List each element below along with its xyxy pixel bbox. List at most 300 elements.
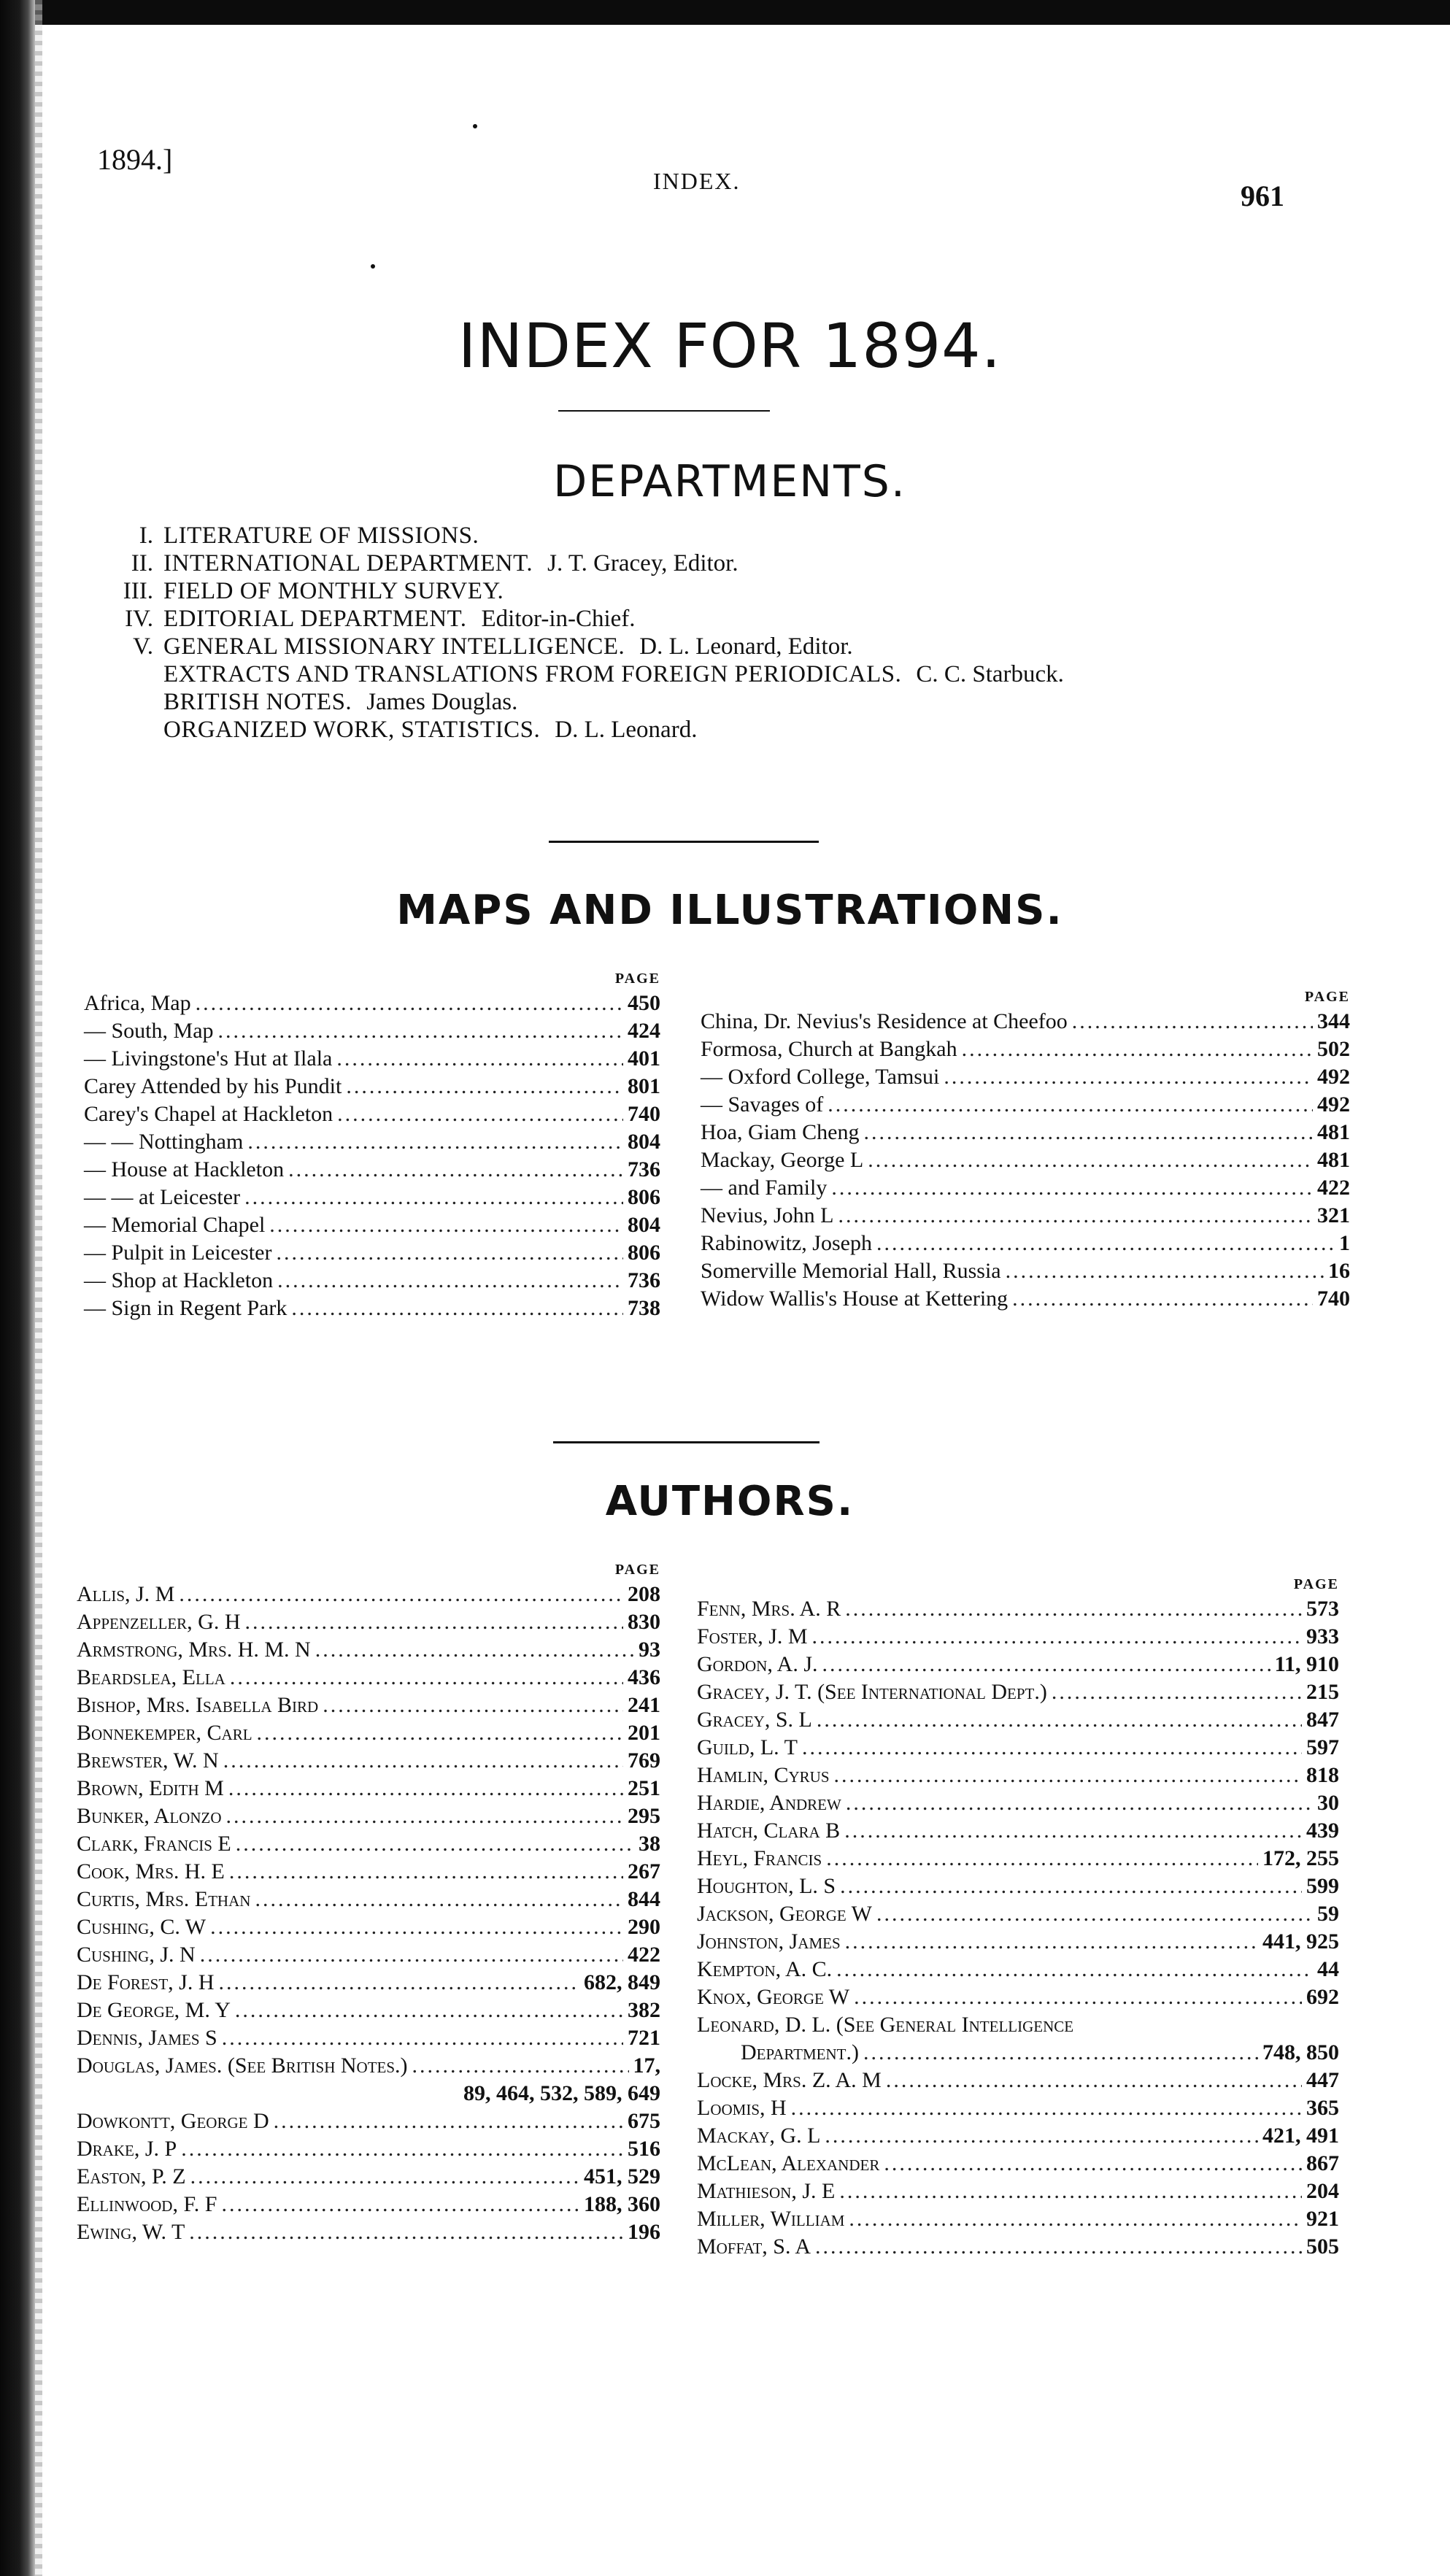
department-editor: James Douglas.: [366, 689, 518, 715]
entry-name: Clark, Francis E: [77, 1832, 231, 1856]
leader-dots: [791, 2094, 1302, 2122]
entry-page: 769: [628, 1748, 660, 1773]
index-entry: [697, 1873, 1339, 1900]
leader-dots: [257, 1719, 623, 1747]
entry-page: 573: [1306, 1597, 1339, 1621]
leader-dots: [836, 1956, 1313, 1983]
entry-page: 738: [628, 1296, 660, 1320]
page-column-label: PAGE: [1304, 989, 1350, 1005]
leader-dots: [1052, 1678, 1302, 1706]
index-entry: [701, 1063, 1350, 1091]
entry-page: 597: [1306, 1735, 1339, 1759]
index-entry: [697, 2094, 1339, 2122]
entry-page: 721: [628, 2026, 660, 2050]
department-item: [73, 688, 1064, 716]
entry-page: 17,: [633, 2054, 660, 2078]
entry-page: 295: [628, 1804, 660, 1828]
entry-page: 516: [628, 2137, 660, 2161]
entry-page: 59: [1317, 1902, 1339, 1926]
index-entry: [701, 1008, 1350, 1036]
entry-page: 736: [628, 1268, 660, 1292]
index-entry: [84, 1073, 660, 1100]
entry-name: Bishop, Mrs. Isabella Bird: [77, 1693, 319, 1717]
entry-name: Beardslea, Ella: [77, 1665, 225, 1689]
entry-name: Leonard, D. L. (See General Intelligence: [697, 2013, 1074, 2037]
department-name: INTERNATIONAL DEPARTMENT.: [163, 550, 533, 576]
leader-dots: [323, 1692, 623, 1719]
leader-dots: [838, 1202, 1314, 1230]
section-divider: [549, 841, 819, 843]
entry-page: 736: [628, 1157, 660, 1181]
entry-name: Formosa, Church at Bangkah: [701, 1037, 957, 1061]
leader-dots: [200, 1941, 623, 1969]
leader-dots: [221, 2191, 579, 2218]
leader-dots: [802, 1734, 1302, 1762]
entry-name: Gracey, J. T. (See International Dept.): [697, 1680, 1047, 1704]
entry-name: — Memorial Chapel: [84, 1213, 266, 1237]
index-entry: [701, 1091, 1350, 1119]
entry-page: 502: [1317, 1037, 1350, 1061]
section-divider: [553, 1441, 820, 1443]
index-entry: [77, 1775, 660, 1802]
entry-page: 481: [1317, 1148, 1350, 1172]
leader-dots: [845, 1928, 1258, 1956]
entry-page: 16: [1328, 1259, 1350, 1283]
index-entry: [84, 1295, 660, 1322]
index-entry: [697, 1595, 1339, 1623]
entry-name: Gracey, S. L: [697, 1708, 812, 1732]
entry-name: — Pulpit in Leicester: [84, 1241, 272, 1265]
leader-dots: [223, 1747, 623, 1775]
leader-dots: [276, 1239, 623, 1267]
entry-name: Dennis, James S: [77, 2026, 217, 2050]
index-entry: [697, 1623, 1339, 1651]
entry-name: Carey's Chapel at Hackleton: [84, 1102, 333, 1126]
index-entry: [697, 1817, 1339, 1845]
index-entry: [77, 2135, 660, 2163]
department-item: [73, 577, 1064, 605]
index-entry: [77, 1581, 660, 1608]
leader-dots: [274, 2108, 623, 2135]
leader-dots: [868, 1146, 1313, 1174]
leader-dots: [854, 1983, 1302, 2011]
entry-name: Easton, P. Z: [77, 2164, 186, 2189]
leader-dots: [228, 1775, 623, 1802]
entry-page: 818: [1306, 1763, 1339, 1787]
entry-page: 933: [1306, 1624, 1339, 1648]
leader-dots: [190, 2163, 579, 2191]
leader-dots: [1012, 1285, 1313, 1313]
authors-column-right: [697, 1576, 1339, 2261]
entry-name: Nevius, John L: [701, 1203, 834, 1227]
index-entry: [84, 990, 660, 1017]
department-name: ORGANIZED WORK, STATISTICS.: [163, 717, 541, 743]
entry-name: Widow Wallis's House at Kettering: [701, 1287, 1009, 1311]
entry-page: 421, 491: [1262, 2124, 1339, 2148]
entry-name: Locke, Mrs. Z. A. M: [697, 2068, 882, 2092]
entry-page: 11, 910: [1274, 1652, 1339, 1676]
entry-name: Bunker, Alonzo: [77, 1804, 222, 1828]
entry-page: 740: [628, 1102, 660, 1126]
leader-dots: [826, 1845, 1258, 1873]
index-entry: [697, 1956, 1339, 1983]
index-entry: [77, 1913, 660, 1941]
entry-name: Heyl, Francis: [697, 1846, 822, 1870]
entry-name: Armstrong, Mrs. H. M. N: [77, 1638, 311, 1662]
leader-dots: [346, 1073, 623, 1100]
entry-page: 847: [1306, 1708, 1339, 1732]
index-entry: [697, 2233, 1339, 2261]
entry-name: Allis, J. M: [77, 1582, 175, 1606]
running-header-title: INDEX.: [653, 168, 741, 194]
index-entry: [701, 1174, 1350, 1202]
entry-page: 204: [1306, 2179, 1339, 2203]
entry-name: Knox, George W: [697, 1985, 850, 2009]
leader-dots: [315, 1636, 634, 1664]
index-entry: [77, 1719, 660, 1747]
index-entry: [77, 1886, 660, 1913]
index-entry: [84, 1156, 660, 1184]
department-item: [73, 605, 1064, 633]
leader-dots: [218, 1017, 623, 1045]
entry-page: 196: [628, 2220, 660, 2244]
leader-dots: [884, 2150, 1302, 2178]
index-entry: [697, 2122, 1339, 2150]
entry-name: Rabinowitz, Joseph: [701, 1231, 872, 1255]
index-entry: [77, 2108, 660, 2135]
index-entry: [697, 2150, 1339, 2178]
entry-page: 365: [1306, 2096, 1339, 2120]
entry-name: Hatch, Clara B: [697, 1819, 841, 1843]
index-entry: [77, 1664, 660, 1692]
entry-name: Foster, J. M: [697, 1624, 808, 1648]
index-entry: [77, 1969, 660, 1997]
entry-page: 422: [628, 1943, 660, 1967]
entry-name: De George, M. Y: [77, 1998, 231, 2022]
entry-name: — House at Hackleton: [84, 1157, 285, 1181]
department-number: IV.: [125, 606, 153, 632]
index-entry: [84, 1211, 660, 1239]
entry-page: 806: [628, 1185, 660, 1209]
index-entry: [77, 1636, 660, 1664]
index-entry: [77, 1941, 660, 1969]
leader-dots: [179, 1581, 623, 1608]
leader-dots: [844, 1817, 1302, 1845]
entry-name: Cushing, C. W: [77, 1915, 207, 1939]
index-entry: [77, 1830, 660, 1858]
entry-page: 740: [1317, 1287, 1350, 1311]
authors-column-left: [77, 1562, 660, 2246]
entry-page: 682, 849: [584, 1970, 660, 1994]
entry-name: Miller, William: [697, 2207, 845, 2231]
entry-name: Hardie, Andrew: [697, 1791, 841, 1815]
index-entry: [77, 1747, 660, 1775]
entry-page: 806: [628, 1241, 660, 1265]
entry-name: Houghton, L. S: [697, 1874, 836, 1898]
index-entry: [697, 1983, 1339, 2011]
entry-name: — Livingstone's Hut at Ilala: [84, 1046, 333, 1071]
index-entry: [84, 1239, 660, 1267]
entry-name: Brewster, W. N: [77, 1748, 219, 1773]
entry-name: Curtis, Mrs. Ethan: [77, 1887, 251, 1911]
entry-page: 215: [1306, 1680, 1339, 1704]
book-binding-edge: [0, 0, 35, 2576]
title-divider: [558, 410, 770, 412]
department-number: II.: [131, 550, 153, 576]
department-name: EXTRACTS AND TRANSLATIONS FROM FOREIGN PERIODICALS.: [163, 661, 902, 687]
entry-name: Ewing, W. T: [77, 2220, 185, 2244]
index-entry: [697, 1762, 1339, 1789]
entry-name: Brown, Edith M: [77, 1776, 224, 1800]
departments-list: [73, 522, 1064, 744]
entry-name: — South, Map: [84, 1019, 214, 1043]
index-entry: [701, 1257, 1350, 1285]
leader-dots: [244, 1184, 623, 1211]
leader-dots: [839, 2178, 1302, 2205]
leader-dots: [831, 1174, 1313, 1202]
entry-name: Dowkontt, George D: [77, 2109, 269, 2133]
leader-dots: [849, 2205, 1302, 2233]
department-item: [73, 633, 1064, 660]
entry-name: Somerville Memorial Hall, Russia: [701, 1259, 1001, 1283]
leader-dots: [236, 1830, 634, 1858]
index-entry: [77, 1692, 660, 1719]
entry-name: — Savages of: [701, 1092, 824, 1117]
entry-name: — — at Leicester: [84, 1185, 241, 1209]
page-column-label: PAGE: [614, 1562, 660, 1578]
leader-dots: [412, 2052, 629, 2080]
index-entry: [84, 1100, 660, 1128]
entry-name: Africa, Map: [84, 991, 191, 1015]
entry-page: 844: [628, 1887, 660, 1911]
maps-column-left: [84, 971, 660, 1322]
index-entry: [84, 1184, 660, 1211]
entry-name: Johnston, James: [697, 1929, 841, 1954]
entry-page: 436: [628, 1665, 660, 1689]
leader-dots: [863, 2039, 1258, 2067]
department-name: EDITORIAL DEPARTMENT.: [163, 606, 467, 632]
entry-name: — Sign in Regent Park: [84, 1296, 288, 1320]
entry-name: Guild, L. T: [697, 1735, 798, 1759]
leader-dots: [210, 1913, 623, 1941]
department-item: [73, 660, 1064, 688]
page-column-label: PAGE: [1293, 1576, 1339, 1592]
leader-dots: [226, 1802, 623, 1830]
entry-name: Department.): [741, 2040, 859, 2064]
index-entry: [697, 2205, 1339, 2233]
maps-column-right: [701, 989, 1350, 1313]
entry-name: — Shop at Hackleton: [84, 1268, 274, 1292]
department-item: [73, 549, 1064, 577]
authors-heading: AUTHORS.: [605, 1478, 855, 1525]
index-entry: [77, 1858, 660, 1886]
leader-dots: [196, 990, 623, 1017]
index-entry: [697, 1706, 1339, 1734]
entry-page: 93: [639, 1638, 660, 1662]
entry-page: 439: [1306, 1819, 1339, 1843]
entry-page: 801: [628, 1074, 660, 1098]
leader-dots: [269, 1211, 623, 1239]
entry-name: McLean, Alexander: [697, 2151, 880, 2175]
index-entry: [697, 1845, 1339, 1873]
entry-name: Kempton, A. C.: [697, 1957, 833, 1981]
entry-name: Mackay, G. L: [697, 2124, 821, 2148]
leader-dots: [229, 1858, 623, 1886]
leader-dots: [291, 1295, 623, 1322]
entry-page: 290: [628, 1915, 660, 1939]
entry-page: 424: [628, 1019, 660, 1043]
leader-dots: [822, 1651, 1270, 1678]
index-entry: [84, 1267, 660, 1295]
leader-dots: [834, 1762, 1302, 1789]
entry-name: Mathieson, J. E: [697, 2179, 836, 2203]
leader-dots: [337, 1100, 623, 1128]
entry-name: China, Dr. Nevius's Residence at Cheefoo: [701, 1009, 1068, 1033]
leader-dots: [247, 1128, 623, 1156]
entry-page: 44: [1317, 1957, 1339, 1981]
running-header-year: 1894.]: [97, 143, 173, 176]
entry-page: 481: [1317, 1120, 1350, 1144]
leader-dots: [1006, 1257, 1324, 1285]
print-speck: [371, 264, 375, 269]
entry-page: 89, 464, 532, 589, 649: [463, 2081, 660, 2105]
entry-page: 804: [628, 1213, 660, 1237]
leader-dots: [876, 1900, 1313, 1928]
leader-dots: [846, 1789, 1313, 1817]
leader-dots: [277, 1267, 623, 1295]
entry-page: 505: [1306, 2234, 1339, 2259]
leader-dots: [288, 1156, 623, 1184]
department-name: FIELD OF MONTHLY SURVEY.: [163, 578, 504, 604]
entry-page: 921: [1306, 2207, 1339, 2231]
leader-dots: [222, 2024, 623, 2052]
entry-page: 172, 255: [1262, 1846, 1339, 1870]
index-entry: [77, 1608, 660, 1636]
entry-page: 1: [1339, 1231, 1350, 1255]
leader-dots: [944, 1063, 1313, 1091]
entry-page: 241: [628, 1693, 660, 1717]
entry-page: 804: [628, 1130, 660, 1154]
index-entry: [701, 1119, 1350, 1146]
entry-name: Cushing, J. N: [77, 1943, 196, 1967]
leader-dots: [181, 2135, 623, 2163]
department-item: [73, 716, 1064, 744]
entry-page: 321: [1317, 1203, 1350, 1227]
index-entry: [84, 1128, 660, 1156]
index-entry: [697, 1734, 1339, 1762]
entry-name: Hoa, Giam Cheng: [701, 1120, 860, 1144]
entry-page: 599: [1306, 1874, 1339, 1898]
leader-dots: [825, 2122, 1258, 2150]
leader-dots: [230, 1664, 623, 1692]
index-entry: [697, 1651, 1339, 1678]
page-title: INDEX FOR 1894.: [458, 310, 1002, 382]
index-entry: [697, 2067, 1339, 2094]
book-binding-texture: [35, 0, 42, 2576]
index-entry: [697, 1928, 1339, 1956]
department-editor: C. C. Starbuck.: [916, 661, 1064, 687]
index-entry: [697, 1789, 1339, 1817]
department-name: LITERATURE OF MISSIONS.: [163, 522, 479, 549]
entry-page: 401: [628, 1046, 660, 1071]
department-number: V.: [133, 633, 153, 660]
entry-page: 692: [1306, 1985, 1339, 2009]
leader-dots: [245, 1608, 624, 1636]
department-item: [73, 522, 1064, 549]
department-name: GENERAL MISSIONARY INTELLIGENCE.: [163, 633, 625, 660]
index-entry: [701, 1202, 1350, 1230]
department-name: BRITISH NOTES.: [163, 689, 352, 715]
departments-heading: DEPARTMENTS.: [553, 456, 906, 507]
entry-name: Cook, Mrs. H. E: [77, 1859, 225, 1883]
entry-name: Bonnekemper, Carl: [77, 1721, 252, 1745]
page-number: 961: [1241, 180, 1284, 212]
department-editor: Editor-in-Chief.: [481, 606, 636, 632]
department-editor: J. T. Gracey, Editor.: [547, 550, 739, 576]
entry-page: 675: [628, 2109, 660, 2133]
entry-name: Douglas, James. (See British Notes.): [77, 2054, 408, 2078]
leader-dots: [336, 1045, 623, 1073]
entry-page: 422: [1317, 1176, 1350, 1200]
leader-dots: [817, 1706, 1302, 1734]
entry-name: Hamlin, Cyrus: [697, 1763, 830, 1787]
maps-heading: MAPS AND ILLUSTRATIONS.: [396, 887, 1063, 934]
index-page: [73, 0, 1387, 2576]
entry-page: 188, 360: [584, 2192, 660, 2216]
entry-name: — and Family: [701, 1176, 828, 1200]
index-entry: [77, 1802, 660, 1830]
leader-dots: [845, 1595, 1302, 1623]
leader-dots: [219, 1969, 579, 1997]
department-number: I.: [139, 522, 153, 549]
index-entry: [77, 2218, 660, 2246]
department-number: III.: [123, 578, 153, 604]
index-entry: [701, 1146, 1350, 1174]
entry-page: 748, 850: [1262, 2040, 1339, 2064]
entry-page: 867: [1306, 2151, 1339, 2175]
entry-page: 38: [639, 1832, 660, 1856]
index-entry: [77, 1997, 660, 2024]
index-entry: [77, 2191, 660, 2218]
entry-page: 451, 529: [584, 2164, 660, 2189]
entry-page: 492: [1317, 1065, 1350, 1089]
index-entry: [77, 2052, 660, 2080]
leader-dots: [886, 2067, 1302, 2094]
entry-name: Ellinwood, F. F: [77, 2192, 217, 2216]
index-entry: [697, 2178, 1339, 2205]
entry-page: 201: [628, 1721, 660, 1745]
department-editor: D. L. Leonard.: [555, 717, 698, 743]
entry-page: 30: [1317, 1791, 1339, 1815]
index-entry: [697, 1900, 1339, 1928]
entry-name: Gordon, A. J.: [697, 1652, 818, 1676]
leader-dots: [255, 1886, 623, 1913]
entry-page: 267: [628, 1859, 660, 1883]
print-speck: [473, 124, 477, 128]
entry-name: De Forest, J. H: [77, 1970, 215, 1994]
leader-dots: [863, 1119, 1313, 1146]
entry-page: 447: [1306, 2068, 1339, 2092]
leader-dots: [812, 1623, 1302, 1651]
leader-dots: [962, 1036, 1313, 1063]
entry-page: 208: [628, 1582, 660, 1606]
entry-name: — Oxford College, Tamsui: [701, 1065, 940, 1089]
leader-dots: [815, 2233, 1302, 2261]
index-entry: [701, 1285, 1350, 1313]
entry-page: 830: [628, 1610, 660, 1634]
leader-dots: [235, 1997, 623, 2024]
index-entry: [697, 2011, 1339, 2039]
